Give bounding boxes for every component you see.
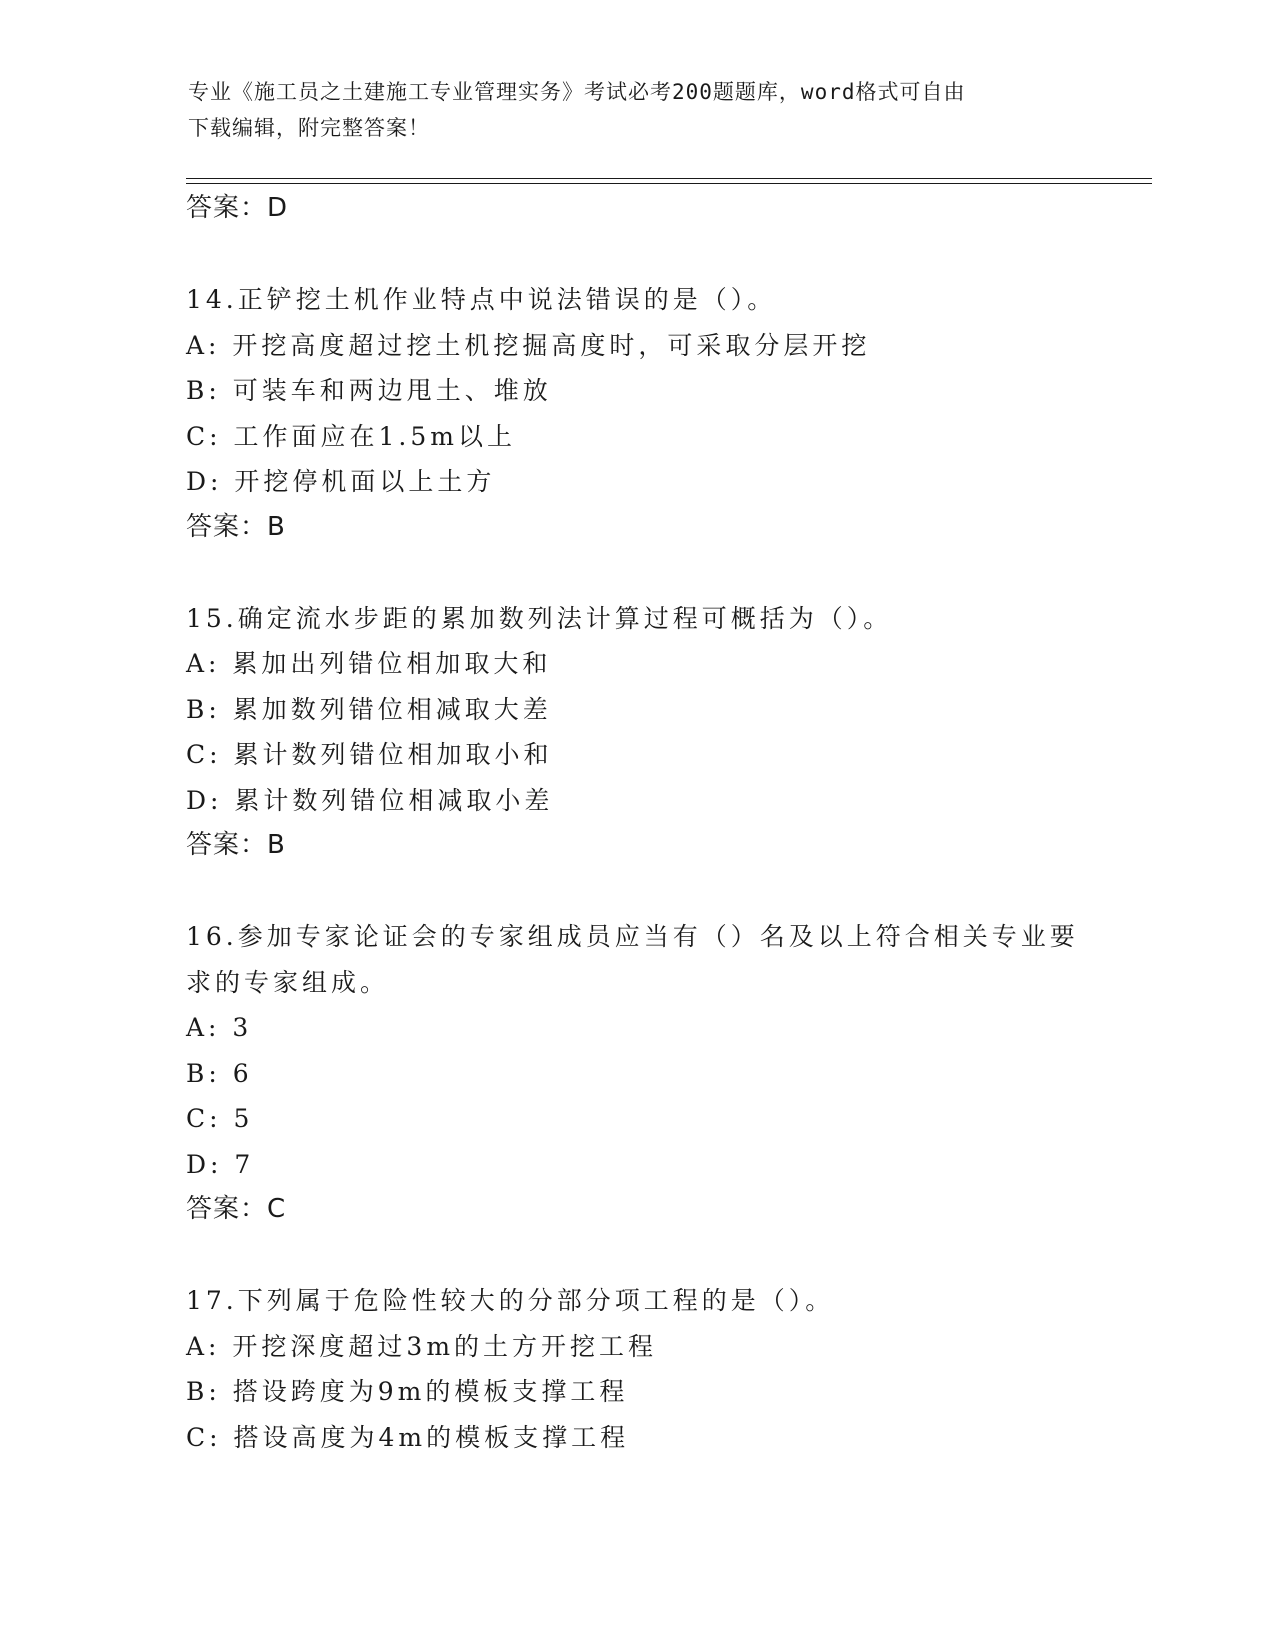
option-c: C: 5 bbox=[186, 1104, 254, 1133]
option-a: A: 3 bbox=[186, 1013, 253, 1042]
option-c: C: 工作面应在1.5m以上 bbox=[186, 421, 516, 451]
answer-line: 答案：B bbox=[186, 830, 286, 860]
option-b: B: 累加数列错位相减取大差 bbox=[186, 694, 552, 724]
answer-line: 答案：B bbox=[186, 511, 286, 542]
document-header bbox=[188, 74, 1088, 146]
option-a: A: 累加出列错位相加取大和 bbox=[186, 649, 552, 678]
header-rule-top bbox=[186, 178, 1152, 179]
question-text: 17.下列属于危险性较大的分部分项工程的是（）。 bbox=[186, 1286, 835, 1315]
question-text: 14.正铲挖土机作业特点中说法错误的是（）。 bbox=[186, 285, 777, 314]
question-14 bbox=[186, 277, 1086, 550]
option-c: C: 累计数列错位相加取小和 bbox=[186, 740, 553, 769]
question-17 bbox=[186, 1278, 1086, 1460]
answer-line: 答案：C bbox=[186, 1194, 287, 1224]
option-b: B: 可装车和两边甩土、堆放 bbox=[186, 376, 552, 405]
header-rule-bottom bbox=[186, 183, 1152, 184]
question-list bbox=[186, 186, 1086, 1460]
option-a: A: 开挖高度超过挖土机挖掘高度时，可采取分层开挖 bbox=[186, 330, 871, 360]
option-a: A: 开挖深度超过3m的土方开挖工程 bbox=[186, 1331, 658, 1361]
option-d: D: 累计数列错位相减取小差 bbox=[186, 785, 554, 815]
option-d: D: 开挖停机面以上土方 bbox=[186, 467, 496, 496]
answer-line: 答案：D bbox=[186, 193, 289, 223]
question-16 bbox=[186, 914, 1086, 1232]
header-line-2: 下载编辑，附完整答案！ bbox=[188, 116, 430, 140]
option-c: C: 搭设高度为4m的模板支撑工程 bbox=[186, 1422, 630, 1452]
header-line-1: 专业《施工员之土建施工专业管理实务》考试必考200题题库，word格式可自由 bbox=[188, 80, 966, 104]
question-15 bbox=[186, 596, 1086, 869]
option-d: D: 7 bbox=[186, 1149, 255, 1179]
question-text: 15.确定流水步距的累加数列法计算过程可概括为（）。 bbox=[186, 603, 893, 633]
option-b: B: 6 bbox=[186, 1058, 253, 1088]
option-b: B: 搭设跨度为9m的模板支撑工程 bbox=[186, 1377, 629, 1406]
question-text: 16.参加专家论证会的专家组成员应当有（）名及以上符合相关专业要求的专家组成。 bbox=[186, 922, 1079, 997]
